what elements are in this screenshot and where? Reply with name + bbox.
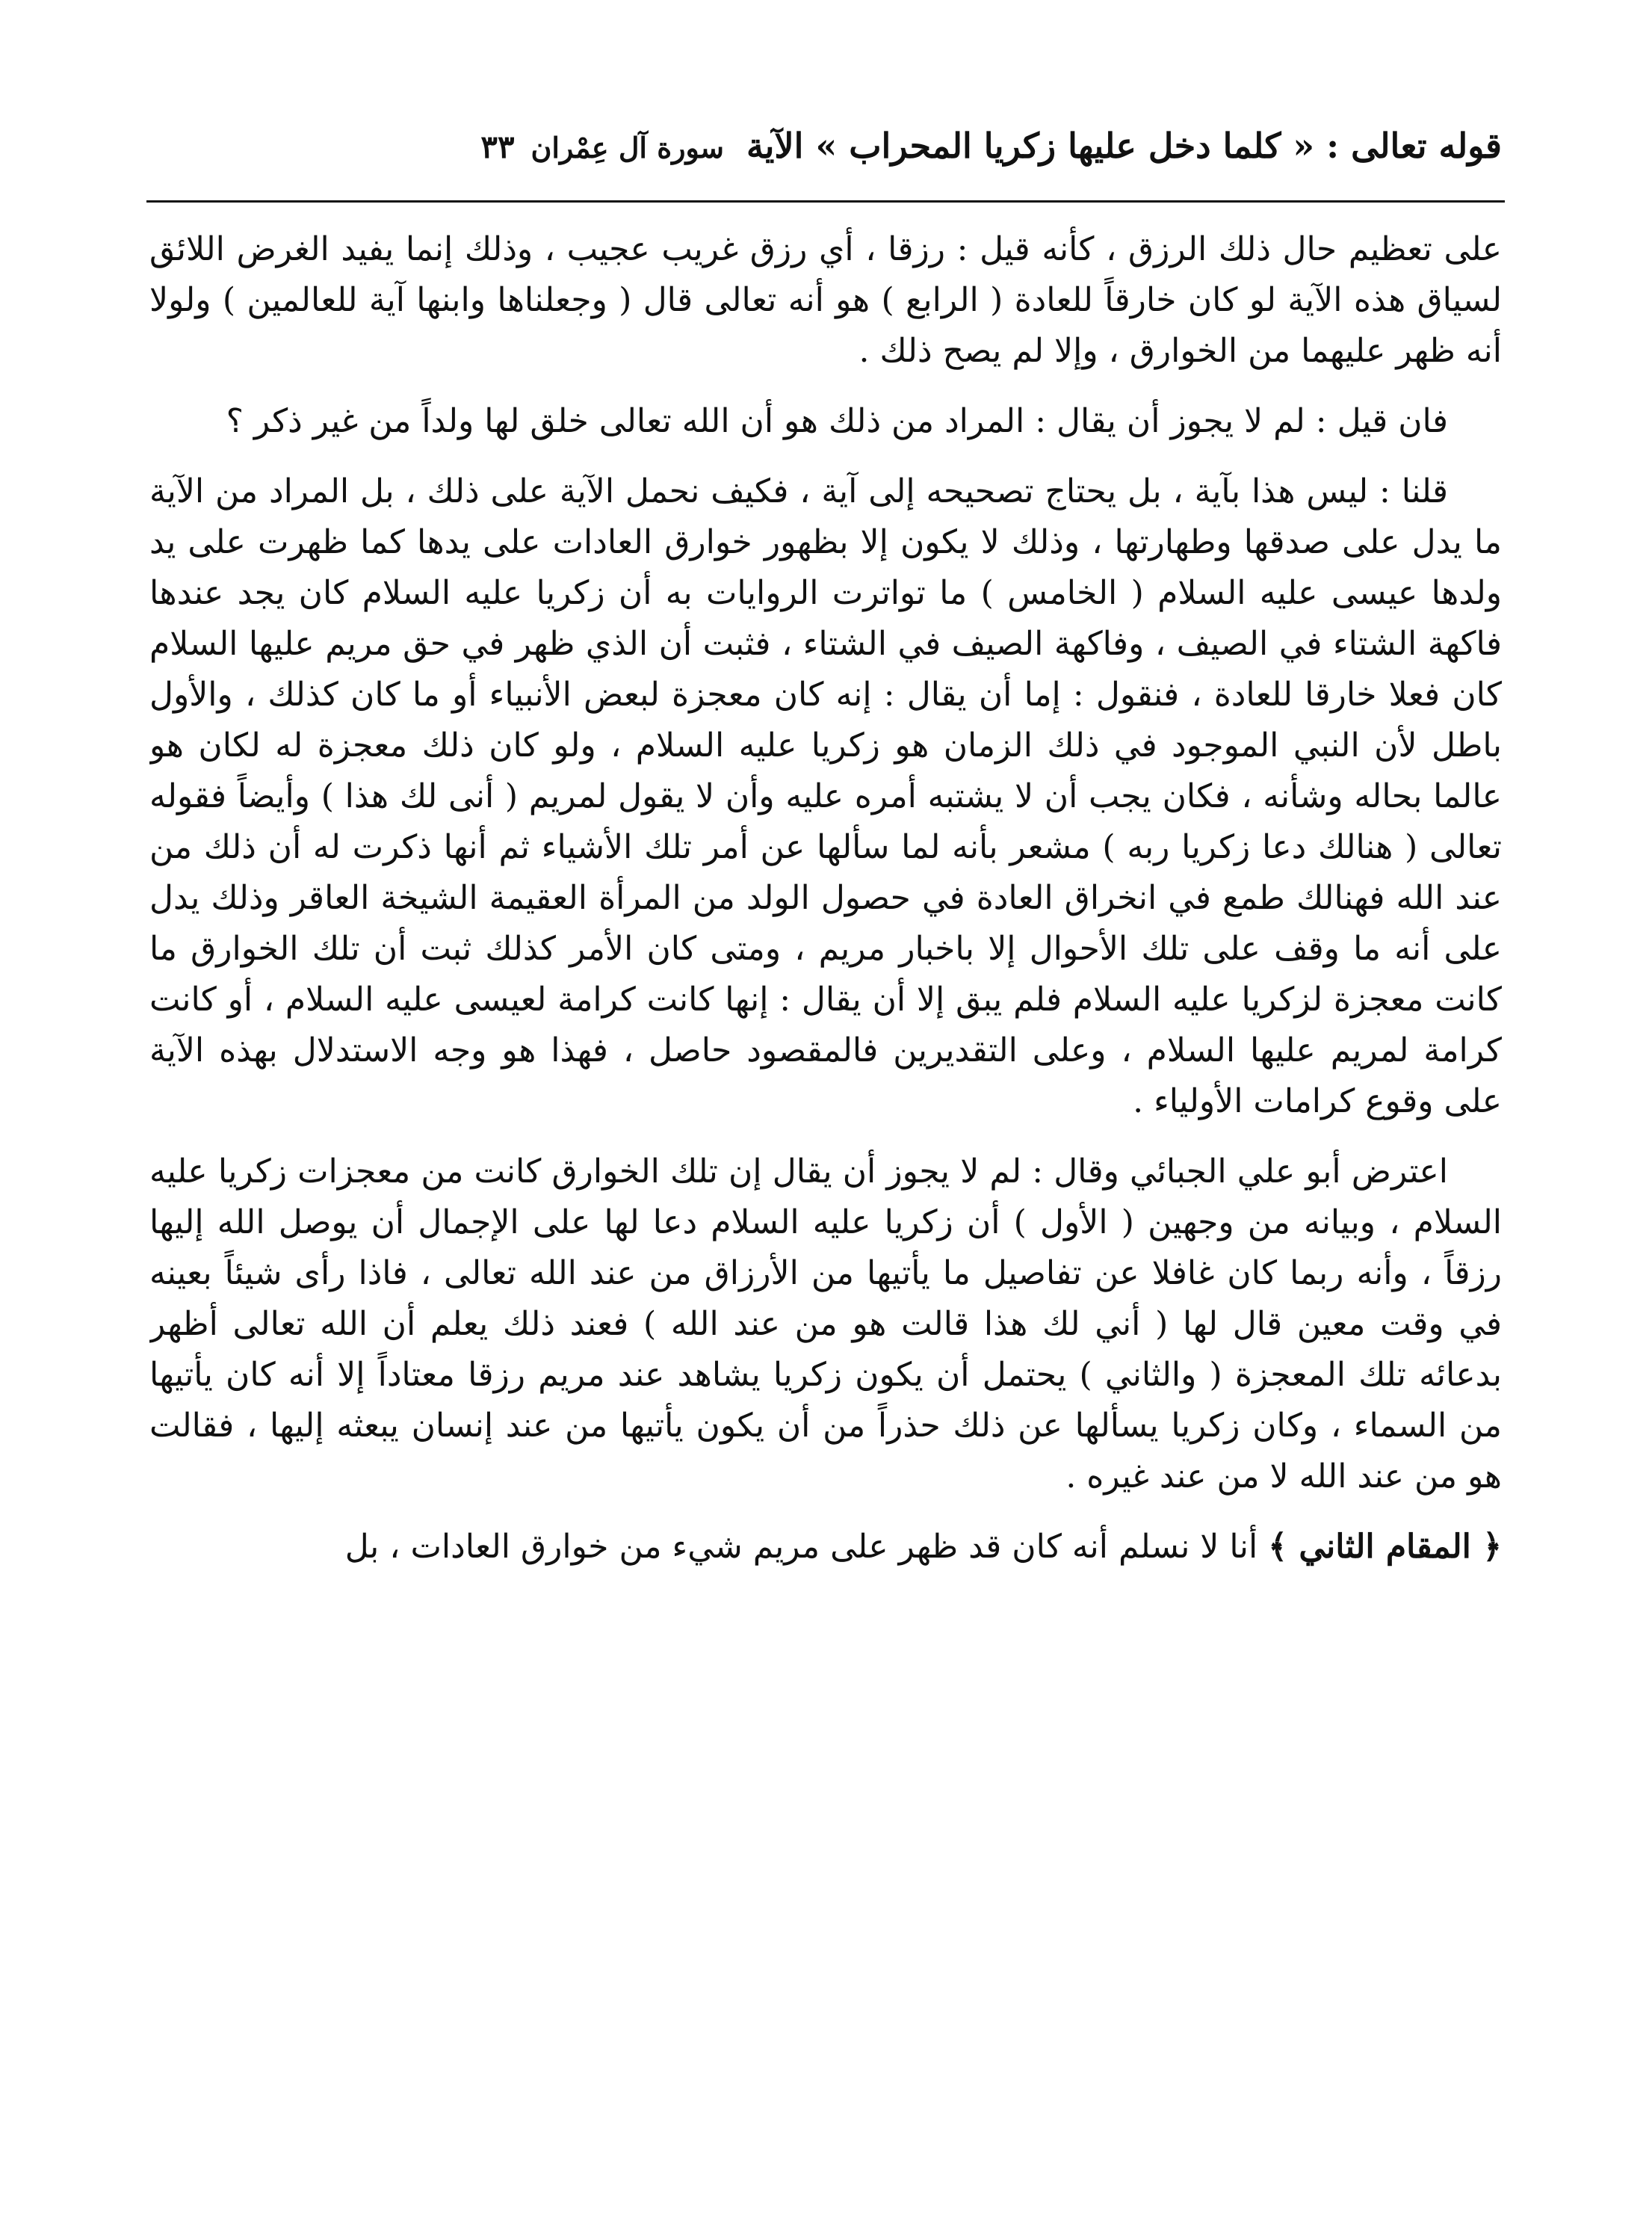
paragraph-objection: فان قيل : لم لا يجوز أن يقال : المراد من ذلك هو أن الله تعالى خلق لها ولداً من غير ذكر ؟: [226, 402, 1448, 440]
paragraph-reply: قلنا : ليس هذا بآية ، بل يحتاج تصحيحه إلى آية ، فكيف نحمل الآية على ذلك ، بل المراد من الآية ما يدل على صدقها وطهارتها ، وذلك لا يكون إلا بظهور خوارق العادات على يدها كما ظهرت على يد ولدها عيسى عليه السلام ( الخامس ) ما تواترت الروايات به أن زكريا عليه السلام كان يجد عندها فاكهة الشتاء في الصيف ، وفاكهة الصيف في الشتاء ، فثبت أن الذي ظهر في حق مريم عليها السلام كان فعلا خارقا للعادة ، فنقول : إما أن يقال : إنه كان معجزة لبعض الأنبياء أو ما كان كذلك ، والأول باطل لأن النبي الموجود في ذلك الزمان هو زكريا عليه السلام ، ولو كان ذلك معجزة له لكان هو عالما بحاله وشأنه ، فكان يجب أن لا يشتبه أمره عليه وأن لا يقول لمريم ( أنى لك هذا ) وأيضاً فقوله تعالى ( هنالك دعا زكريا ربه ) مشعر بأنه لما سألها عن أمر تلك الأشياء ثم أنها ذكرت له أن ذلك من عند الله فهنالك طمع في انخراق العادة في حصول الولد من المرأة العقيمة الشيخة العاقر وذلك يدل على أنه ما وقف على تلك الأحوال إلا باخبار مريم ، ومتى كان الأمر كذلك ثبت أن تلك الخوارق ما كانت معجزة لزكريا عليه السلام فلم يبق إلا أن يقال : إنها كانت كرامة لعيسى عليه السلام ، أو كانت كرامة لمريم عليها السلام ، وعلى التقديرين فالمقصود حاصل ، فهذا هو وجه الاستدلال بهذه الآية على وقوع كرامات الأولياء .: [149, 472, 1502, 1120]
paragraph-second-station: [149, 1522, 1502, 1573]
page-number: ٣٣: [480, 129, 515, 165]
body-text: [149, 224, 1502, 2182]
second-station-text: أنا لا نسلم أنه كان قد ظهر على مريم شيء من خوارق العادات ، بل: [344, 1528, 1258, 1566]
running-header: [149, 112, 1502, 179]
header-verse-reference: قوله تعالى : « كلما دخل عليها زكريا المحراب » الآية: [746, 126, 1502, 166]
header-divider: [146, 200, 1505, 203]
paragraph-jubbai-objection: اعترض أبو علي الجبائي وقال : لم لا يجوز أن يقال إن تلك الخوارق كانت من معجزات زكريا عليه السلام ، وبيانه من وجهين ( الأول ) أن زكريا عليه السلام دعا لها على الإجمال أن يوصل الله إليها رزقاً ، وأنه ربما كان غافلا عن تفاصيل ما يأتيها من الأرزاق من عند الله تعالى ، فاذا رأى شيئاً بعينه في وقت معين قال لها ( أني لك هذا قالت هو من عند الله ) فعند ذلك يعلم أن الله تعالى أظهر بدعائه تلك المعجزة ( والثاني ) يحتمل أن يكون زكريا يشاهد عند مريم رزقا معتاداً إلا أنه كان يأتيها من السماء ، وكان زكريا يسألها عن ذلك حذراً من أن يكون يأتيها من عند إنسان يبعثه إليها ، فقالت هو من عند الله لا من عند غيره .: [149, 1152, 1502, 1496]
header-surah-reference: سورة آل عِمْران: [530, 131, 724, 164]
second-station-label: ﴿ المقام الثاني ﴾: [1268, 1528, 1502, 1566]
paragraph-continuation: على تعظيم حال ذلك الرزق ، كأنه قيل : رزقا ، أي رزق غريب عجيب ، وذلك إنما يفيد الغرض اللائق لسياق هذه الآية لو كان خارقاً للعادة ( الرابع ) هو أنه تعالى قال ( وجعلناها وابنها آية للعالمين ) ولولا أنه ظهر عليهما من الخوارق ، وإلا لم يصح ذلك .: [149, 230, 1502, 370]
